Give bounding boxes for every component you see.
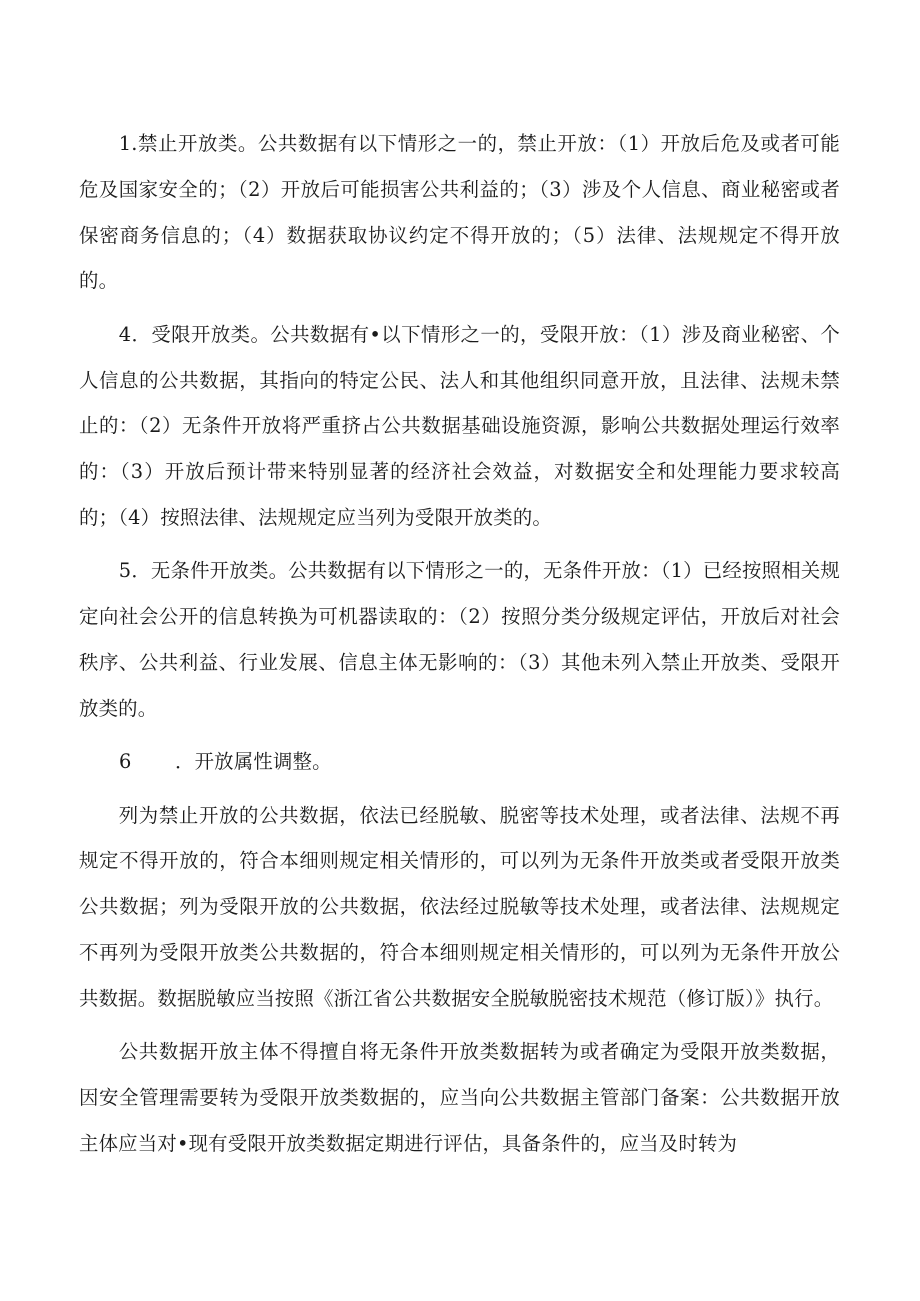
- paragraph-restricted-open: 4．受限开放类。公共数据有•以下情形之一的，受限开放：（1）涉及商业秘密、个人信息的公共数据，其指向的特定公民、法人和其他组织同意开放，且法律、法规未禁止的：（2）无条件开放将严重挤占公共数据基础设施资源，影响公共数据处理运行效率的：（3）开放后预计带来特别显著的经济社会效益，对数据安全和处理能力要求较高的；（4）按照法律、法规规定应当列为受限开放类的。: [79, 322, 840, 529]
- paragraph-open-subject-duties: 公共数据开放主体不得擅自将无条件开放类数据转为或者确定为受限开放类数据，因安全管理需要转为受限开放类数据的，应当向公共数据主管部门备案：公共数据开放主体应当对•现有受限开放类数据定期进行评估，具备条件的，应当及时转为: [79, 1040, 840, 1155]
- section-number: 6: [119, 750, 132, 774]
- section-heading-open-attribute-adjustment: [79, 739, 840, 785]
- section-title: ．开放属性调整。: [175, 750, 332, 774]
- paragraph-unconditional-open: 5．无条件开放类。公共数据有以下情形之一的，无条件开放：（1）已经按照相关规定向社会公开的信息转换为可机器读取的：（2）按照分类分级规定评估，开放后对社会秩序、公共利益、行业发展、信息主体无影响的：（3）其他未列入禁止开放类、受限开放类的。: [79, 559, 840, 720]
- paragraph-adjustment-rules: 列为禁止开放的公共数据，依法已经脱敏、脱密等技术处理，或者法律、法规不再规定不得开放的，符合本细则规定相关情形的，可以列为无条件开放类或者受限开放类公共数据；列为受限开放的公共数据，依法经过脱敏等技术处理，或者法律、法规规定不再列为受限开放类公共数据的，符合本细则规定相关情形的，可以列为无条件开放公共数据。数据脱敏应当按照《浙江省公共数据安全脱敏脱密技术规范（修订版）》执行。: [79, 803, 840, 1010]
- paragraph-prohibited-open: 1.禁止开放类。公共数据有以下情形之一的，禁止开放：（1）开放后危及或者可能危及国家安全的；（2）开放后可能损害公共利益的；（3）涉及个人信息、商业秘密或者保密商务信息的；（4）数据获取协议约定不得开放的；（5）法律、法规规定不得开放的。: [79, 132, 840, 293]
